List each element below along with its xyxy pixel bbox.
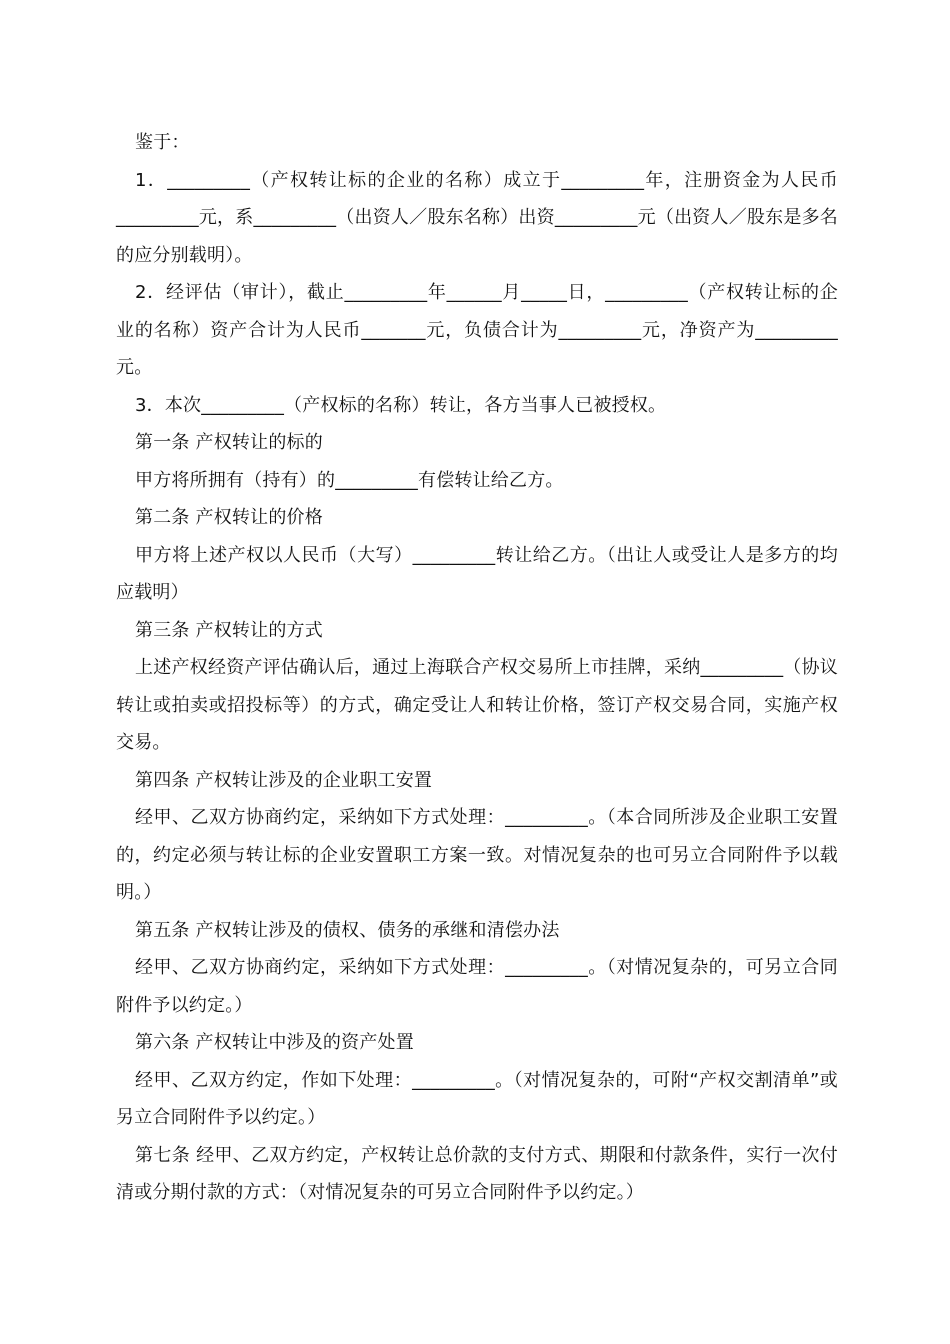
article-3-body: 上述产权经资产评估确认后，通过上海联合产权交易所上市挂牌，采纳_________（协议转让或拍卖或招投标等）的方式，确定受让人和转让价格，签订产权交易合同，实施产权交易。: [116, 657, 838, 753]
recital-2: 2．经评估（审计），截止_________年______月_____日，_________（产权转让标的企业的名称）资产合计为人民币_______元，负债合计为_________元，净资产为_________元。: [116, 282, 838, 378]
article-4-title: 第四条 产权转让涉及的企业职工安置: [135, 769, 433, 791]
recital-3: 3．本次_________（产权标的名称）转让，各方当事人已被授权。: [135, 394, 667, 416]
article-6-body: 经甲、乙双方约定，作如下处理：_________。（对情况复杂的，可附“产权交割清单”或另立合同附件予以约定。）: [116, 1069, 838, 1128]
article-5-title: 第五条 产权转让涉及的债权、债务的承继和清偿办法: [135, 919, 560, 941]
article-6-title: 第六条 产权转让中涉及的资产处置: [135, 1032, 414, 1053]
article-2-title: 第二条 产权转让的价格: [135, 507, 323, 528]
preamble-heading: 鉴于：: [135, 132, 190, 153]
article-1-body: 甲方将所拥有（持有）的_________有偿转让给乙方。: [135, 469, 564, 491]
article-7-body: 第七条 经甲、乙双方约定，产权转让总价款的支付方式、期限和付款条件，实行一次付清或分期付款的方式：（对情况复杂的可另立合同附件予以约定。）: [116, 1144, 838, 1203]
article-4-body: 经甲、乙双方协商约定，采纳如下方式处理：_________。（本合同所涉及企业职工安置的，约定必须与转让标的企业安置职工方案一致。对情况复杂的也可另立合同附件予以载明。）: [116, 807, 838, 903]
article-3-title: 第三条 产权转让的方式: [135, 619, 323, 641]
recital-1: 1．_________（产权转让标的企业的名称）成立于_________年，注册资金为人民币_________元，系_________（出资人／股东名称）出资_________元（出资人／股东是多名的应分别载明）。: [116, 169, 838, 266]
article-1-title: 第一条 产权转让的标的: [135, 432, 323, 453]
article-5-body: 经甲、乙双方协商约定，采纳如下方式处理：_________。（对情况复杂的，可另立合同附件予以约定。）: [116, 957, 838, 1016]
document-body: [116, 124, 838, 1212]
article-2-body: 甲方将上述产权以人民币（大写）_________转让给乙方。（出让人或受让人是多方的均应载明）: [116, 544, 838, 603]
